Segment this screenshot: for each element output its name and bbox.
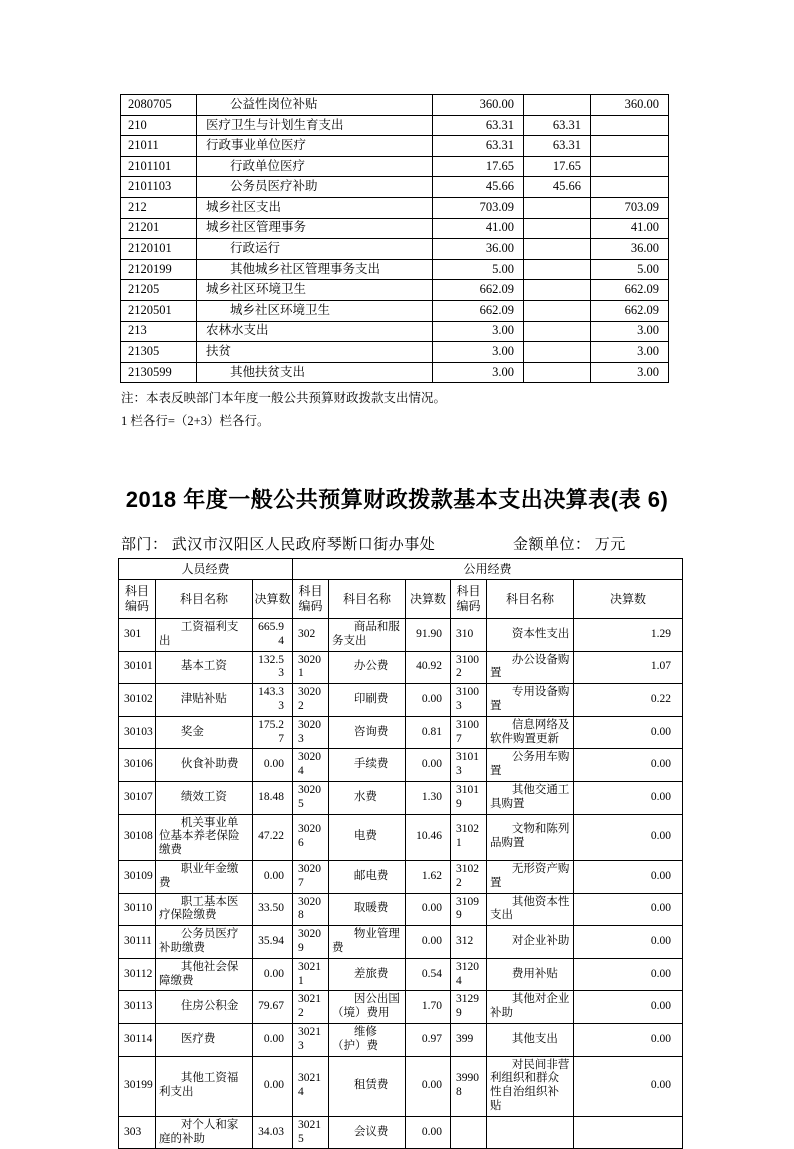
subject-code: 30209 xyxy=(293,926,329,959)
subject-name: 文物和陈列品购置 xyxy=(487,814,574,860)
subject-name: 工资福利支出 xyxy=(156,619,253,652)
amount-value: 0.00 xyxy=(253,1023,293,1056)
subject-code: 30208 xyxy=(293,893,329,926)
amount-value: 36.00 xyxy=(433,239,524,260)
subject-name: 专用设备购置 xyxy=(487,684,574,717)
subject-name: 其他社会保障缴费 xyxy=(156,958,253,991)
subject-name: 其他工资福利支出 xyxy=(156,1056,253,1116)
subject-name: 绩效工资 xyxy=(156,781,253,814)
amount-value: 10.46 xyxy=(406,814,451,860)
column-header: 科目名称 xyxy=(156,580,253,619)
table-row xyxy=(119,893,683,926)
subject-code: 2120501 xyxy=(121,300,197,321)
group-header: 人员经费 xyxy=(119,559,293,580)
table-row xyxy=(119,619,683,652)
subject-name: 其他交通工具购置 xyxy=(487,781,574,814)
subject-code: 31002 xyxy=(451,651,487,684)
subject-code xyxy=(451,1116,487,1149)
table-row xyxy=(119,958,683,991)
subject-name: 办公费 xyxy=(329,651,406,684)
amount-value: 63.31 xyxy=(524,115,591,136)
subject-name: 会议费 xyxy=(329,1116,406,1149)
subject-code: 21201 xyxy=(121,218,197,239)
subject-code: 30204 xyxy=(293,749,329,782)
subject-name: 邮电费 xyxy=(329,860,406,893)
column-header: 科目编码 xyxy=(293,580,329,619)
subject-code: 21011 xyxy=(121,136,197,157)
table-row xyxy=(121,136,669,157)
subject-code: 2101101 xyxy=(121,156,197,177)
subject-name: 手续费 xyxy=(329,749,406,782)
table-row xyxy=(121,156,669,177)
amount-value: 45.66 xyxy=(524,177,591,198)
subject-code: 310 xyxy=(451,619,487,652)
basic-expenditure-table xyxy=(118,558,683,1149)
column-header: 科目编码 xyxy=(119,580,156,619)
amount-value: 33.50 xyxy=(253,893,293,926)
subject-name: 行政运行 xyxy=(197,239,433,260)
subject-name: 差旅费 xyxy=(329,958,406,991)
subject-name: 资本性支出 xyxy=(487,619,574,652)
amount-value: 0.54 xyxy=(406,958,451,991)
page-title: 2018 年度一般公共预算财政拨款基本支出决算表(表 6) xyxy=(125,487,669,512)
amount-value: 35.94 xyxy=(253,926,293,959)
subject-name: 对个人和家庭的补助 xyxy=(156,1116,253,1149)
amount-unit-label: 金额单位： 万元 xyxy=(513,537,626,553)
subject-name: 对企业补助 xyxy=(487,926,574,959)
amount-value: 0.00 xyxy=(253,860,293,893)
subject-name: 城乡社区环境卫生 xyxy=(197,280,433,301)
subject-name: 取暖费 xyxy=(329,893,406,926)
amount-value: 175.27 xyxy=(253,716,293,749)
table-row xyxy=(121,280,669,301)
subject-code: 31007 xyxy=(451,716,487,749)
amount-value: 0.22 xyxy=(574,684,683,717)
table-row xyxy=(121,115,669,136)
amount-value: 703.09 xyxy=(591,197,669,218)
amount-value: 3.00 xyxy=(591,321,669,342)
amount-value xyxy=(524,197,591,218)
amount-value: 0.00 xyxy=(406,926,451,959)
amount-value xyxy=(524,259,591,280)
table-row xyxy=(121,218,669,239)
subject-code: 30205 xyxy=(293,781,329,814)
subject-code: 30110 xyxy=(119,893,156,926)
department-label: 部门： 武汉市汉阳区人民政府琴断口街办事处 xyxy=(121,537,436,553)
subject-code: 30109 xyxy=(119,860,156,893)
subject-code: 30212 xyxy=(293,991,329,1024)
amount-value: 0.00 xyxy=(253,1056,293,1116)
amount-value: 5.00 xyxy=(591,259,669,280)
subject-name: 职工基本医疗保险缴费 xyxy=(156,893,253,926)
subject-code: 21305 xyxy=(121,342,197,363)
subject-name: 医疗费 xyxy=(156,1023,253,1056)
subject-name: 行政事业单位医疗 xyxy=(197,136,433,157)
subject-code: 31013 xyxy=(451,749,487,782)
amount-value: 0.00 xyxy=(574,716,683,749)
subject-name: 城乡社区环境卫生 xyxy=(197,300,433,321)
amount-value: 1.62 xyxy=(406,860,451,893)
subject-name: 维修（护）费 xyxy=(329,1023,406,1056)
amount-value: 0.00 xyxy=(574,991,683,1024)
subject-code: 30201 xyxy=(293,651,329,684)
table-row xyxy=(119,991,683,1024)
subject-code: 301 xyxy=(119,619,156,652)
amount-value: 0.00 xyxy=(406,893,451,926)
table-row xyxy=(121,177,669,198)
amount-value xyxy=(524,218,591,239)
amount-value: 47.22 xyxy=(253,814,293,860)
subject-name: 基本工资 xyxy=(156,651,253,684)
amount-value: 360.00 xyxy=(433,95,524,116)
note-line: 注：本表反映部门本年度一般公共预算财政拨款支出情况。 xyxy=(121,391,447,405)
amount-value xyxy=(524,362,591,383)
subject-code: 2101103 xyxy=(121,177,197,198)
amount-value xyxy=(574,1116,683,1149)
subject-name: 办公设备购置 xyxy=(487,651,574,684)
subject-name: 商品和服务支出 xyxy=(329,619,406,652)
subject-code: 30102 xyxy=(119,684,156,717)
amount-value: 3.00 xyxy=(591,362,669,383)
subject-name: 其他资本性支出 xyxy=(487,893,574,926)
subject-code: 30107 xyxy=(119,781,156,814)
amount-value: 63.31 xyxy=(433,115,524,136)
subject-name: 水费 xyxy=(329,781,406,814)
subject-code: 30106 xyxy=(119,749,156,782)
table-row xyxy=(119,749,683,782)
subject-code: 2130599 xyxy=(121,362,197,383)
subject-code: 30111 xyxy=(119,926,156,959)
amount-value: 0.00 xyxy=(574,958,683,991)
amount-value xyxy=(591,156,669,177)
amount-value: 41.00 xyxy=(591,218,669,239)
amount-value: 17.65 xyxy=(524,156,591,177)
column-header: 决算数 xyxy=(406,580,451,619)
amount-value: 18.48 xyxy=(253,781,293,814)
subject-code: 30101 xyxy=(119,651,156,684)
subject-name: 咨询费 xyxy=(329,716,406,749)
table-row xyxy=(121,342,669,363)
subject-code: 31099 xyxy=(451,893,487,926)
subject-name: 无形资产购置 xyxy=(487,860,574,893)
subject-name: 信息网络及软件购置更新 xyxy=(487,716,574,749)
table-notes xyxy=(121,387,446,433)
subject-name: 伙食补助费 xyxy=(156,749,253,782)
table-row xyxy=(121,95,669,116)
subject-name: 其他城乡社区管理事务支出 xyxy=(197,259,433,280)
amount-value xyxy=(524,321,591,342)
table-row xyxy=(119,1116,683,1149)
subject-name: 职业年金缴费 xyxy=(156,860,253,893)
group-header-row xyxy=(119,559,683,580)
amount-value: 0.00 xyxy=(574,1023,683,1056)
amount-value: 34.03 xyxy=(253,1116,293,1149)
amount-value: 703.09 xyxy=(433,197,524,218)
amount-value: 3.00 xyxy=(591,342,669,363)
column-header: 决算数 xyxy=(574,580,683,619)
amount-value: 17.65 xyxy=(433,156,524,177)
table-row xyxy=(121,197,669,218)
subject-code: 31204 xyxy=(451,958,487,991)
amount-value: 132.53 xyxy=(253,651,293,684)
subject-name: 机关事业单位基本养老保险缴费 xyxy=(156,814,253,860)
column-header: 科目编码 xyxy=(451,580,487,619)
amount-value: 1.07 xyxy=(574,651,683,684)
amount-value: 63.31 xyxy=(433,136,524,157)
table-row xyxy=(119,1023,683,1056)
amount-value: 662.09 xyxy=(433,300,524,321)
amount-value: 0.00 xyxy=(406,1116,451,1149)
amount-value: 0.00 xyxy=(406,1056,451,1116)
amount-value: 0.81 xyxy=(406,716,451,749)
basic-expenditure-table-body xyxy=(119,559,683,1149)
subject-name: 公务员医疗补助 xyxy=(197,177,433,198)
subject-code: 303 xyxy=(119,1116,156,1149)
subject-code: 212 xyxy=(121,197,197,218)
subject-code: 30206 xyxy=(293,814,329,860)
amount-value: 5.00 xyxy=(433,259,524,280)
subject-code: 30103 xyxy=(119,716,156,749)
subject-name: 城乡社区管理事务 xyxy=(197,218,433,239)
meta-line xyxy=(121,533,682,557)
amount-value: 3.00 xyxy=(433,342,524,363)
table-row xyxy=(121,321,669,342)
subject-code: 30207 xyxy=(293,860,329,893)
subject-code: 30112 xyxy=(119,958,156,991)
column-header: 科目名称 xyxy=(487,580,574,619)
subject-name: 租赁费 xyxy=(329,1056,406,1116)
subject-name: 其他支出 xyxy=(487,1023,574,1056)
amount-value: 360.00 xyxy=(591,95,669,116)
subject-name: 城乡社区支出 xyxy=(197,197,433,218)
subject-code: 31299 xyxy=(451,991,487,1024)
amount-value: 3.00 xyxy=(433,362,524,383)
subject-code: 30114 xyxy=(119,1023,156,1056)
amount-value: 662.09 xyxy=(591,300,669,321)
table-row xyxy=(119,716,683,749)
subject-name: 扶贫 xyxy=(197,342,433,363)
subject-code: 31019 xyxy=(451,781,487,814)
amount-value xyxy=(524,239,591,260)
subject-code: 31022 xyxy=(451,860,487,893)
table-row xyxy=(119,926,683,959)
subject-name: 公务用车购置 xyxy=(487,749,574,782)
subject-code: 399 xyxy=(451,1023,487,1056)
amount-value: 63.31 xyxy=(524,136,591,157)
column-header: 决算数 xyxy=(253,580,293,619)
amount-value: 36.00 xyxy=(591,239,669,260)
amount-value: 45.66 xyxy=(433,177,524,198)
subject-name: 电费 xyxy=(329,814,406,860)
amount-value: 143.33 xyxy=(253,684,293,717)
subject-name: 公务员医疗补助缴费 xyxy=(156,926,253,959)
table-row xyxy=(119,651,683,684)
subject-name: 医疗卫生与计划生育支出 xyxy=(197,115,433,136)
subject-code: 2080705 xyxy=(121,95,197,116)
subject-name: 津贴补贴 xyxy=(156,684,253,717)
group-header: 公用经费 xyxy=(293,559,683,580)
amount-value xyxy=(524,280,591,301)
amount-value: 1.29 xyxy=(574,619,683,652)
table-row xyxy=(121,300,669,321)
subject-code: 30199 xyxy=(119,1056,156,1116)
subject-code: 31003 xyxy=(451,684,487,717)
subject-code: 30211 xyxy=(293,958,329,991)
table-row xyxy=(119,781,683,814)
subject-code: 30202 xyxy=(293,684,329,717)
subject-code: 210 xyxy=(121,115,197,136)
table-row xyxy=(121,259,669,280)
subject-name: 其他扶贫支出 xyxy=(197,362,433,383)
column-header-row xyxy=(119,580,683,619)
subject-name: 印刷费 xyxy=(329,684,406,717)
amount-value: 0.00 xyxy=(574,814,683,860)
table-row xyxy=(119,814,683,860)
amount-value: 0.97 xyxy=(406,1023,451,1056)
subject-code: 30113 xyxy=(119,991,156,1024)
subject-name xyxy=(487,1116,574,1149)
subject-name: 因公出国（境）费用 xyxy=(329,991,406,1024)
amount-value xyxy=(591,136,669,157)
subject-code: 31021 xyxy=(451,814,487,860)
amount-value: 0.00 xyxy=(574,860,683,893)
column-header: 科目名称 xyxy=(329,580,406,619)
amount-value: 662.09 xyxy=(591,280,669,301)
subject-name: 其他对企业补助 xyxy=(487,991,574,1024)
subject-code: 2120101 xyxy=(121,239,197,260)
subject-name: 农林水支出 xyxy=(197,321,433,342)
table-row xyxy=(119,684,683,717)
subject-code: 30108 xyxy=(119,814,156,860)
amount-value: 662.09 xyxy=(433,280,524,301)
amount-value xyxy=(591,115,669,136)
subject-code: 30215 xyxy=(293,1116,329,1149)
amount-value: 0.00 xyxy=(574,893,683,926)
subject-name: 费用补贴 xyxy=(487,958,574,991)
amount-value: 0.00 xyxy=(406,684,451,717)
amount-value: 91.90 xyxy=(406,619,451,652)
table-row xyxy=(119,860,683,893)
amount-value: 0.00 xyxy=(574,1056,683,1116)
amount-value: 40.92 xyxy=(406,651,451,684)
amount-value: 0.00 xyxy=(574,926,683,959)
subject-code: 39908 xyxy=(451,1056,487,1116)
amount-value xyxy=(524,300,591,321)
amount-value: 0.00 xyxy=(253,749,293,782)
subject-code: 213 xyxy=(121,321,197,342)
budget-expenditure-table-body xyxy=(121,95,669,383)
note-line: 1 栏各行=（2+3）栏各行。 xyxy=(121,414,270,428)
amount-value: 0.00 xyxy=(253,958,293,991)
amount-value: 0.00 xyxy=(574,749,683,782)
amount-value xyxy=(524,342,591,363)
amount-value: 0.00 xyxy=(406,749,451,782)
amount-value: 1.30 xyxy=(406,781,451,814)
subject-code: 21205 xyxy=(121,280,197,301)
subject-code: 2120199 xyxy=(121,259,197,280)
subject-name: 物业管理费 xyxy=(329,926,406,959)
subject-code: 30203 xyxy=(293,716,329,749)
subject-name: 公益性岗位补贴 xyxy=(197,95,433,116)
subject-code: 30214 xyxy=(293,1056,329,1116)
table-row xyxy=(121,362,669,383)
amount-value xyxy=(591,177,669,198)
table-row xyxy=(121,239,669,260)
subject-code: 312 xyxy=(451,926,487,959)
amount-value: 0.00 xyxy=(574,781,683,814)
table-row xyxy=(119,1056,683,1116)
subject-name: 住房公积金 xyxy=(156,991,253,1024)
subject-name: 奖金 xyxy=(156,716,253,749)
amount-value: 41.00 xyxy=(433,218,524,239)
amount-value: 79.67 xyxy=(253,991,293,1024)
amount-value: 3.00 xyxy=(433,321,524,342)
budget-expenditure-table xyxy=(120,94,669,383)
subject-code: 302 xyxy=(293,619,329,652)
subject-code: 30213 xyxy=(293,1023,329,1056)
amount-value: 1.70 xyxy=(406,991,451,1024)
amount-value: 665.94 xyxy=(253,619,293,652)
amount-value xyxy=(524,95,591,116)
subject-name: 对民间非营利组织和群众性自治组织补贴 xyxy=(487,1056,574,1116)
subject-name: 行政单位医疗 xyxy=(197,156,433,177)
